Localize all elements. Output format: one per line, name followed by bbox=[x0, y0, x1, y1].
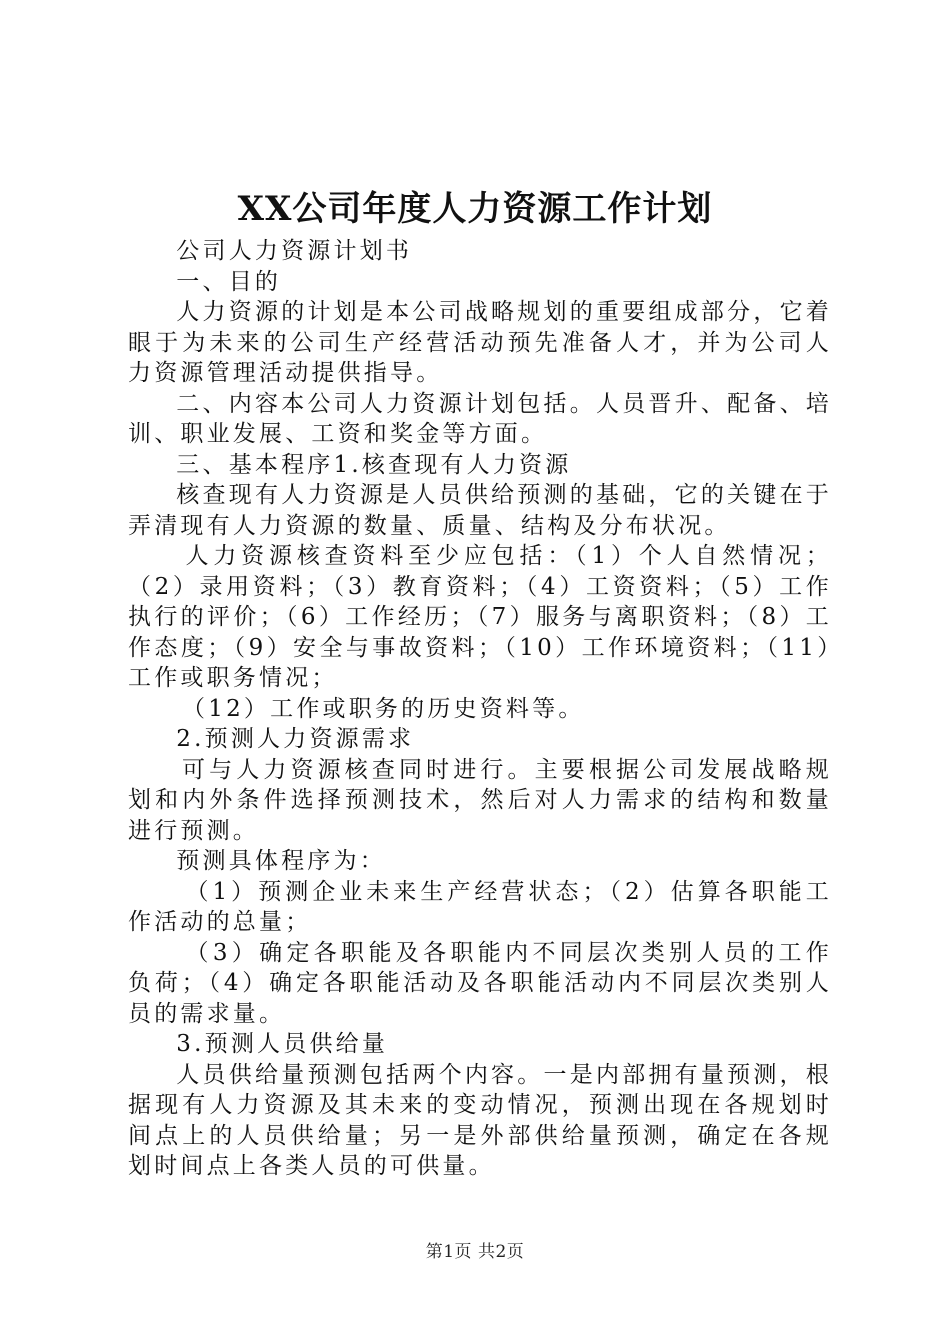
paragraph-procedure-steps-3-4: （3）确定各职能及各职能内不同层次类别人员的工作负荷；（4）确定各职能活动及各职能活动内不同层次类别人员的需求量。 bbox=[128, 939, 832, 1027]
paragraph-supply-text: 人员供给量预测包括两个内容。一是内部拥有量预测，根据现有人力资源及其未来的变动情况，预测出现在各规划时间点上的人员供给量；另一是外部供给量预测，确定在各规划时间点上各类人员的可供量。 bbox=[128, 1061, 832, 1179]
page-footer: 第1页 共2页 bbox=[425, 1242, 525, 1262]
paragraph-section-content: 二、内容本公司人力资源计划包括。人员晋升、配备、培训、职业发展、工资和奖金等方面。 bbox=[128, 390, 832, 447]
document-body bbox=[128, 236, 832, 1182]
paragraph-procedure-steps-1-2: （1）预测企业未来生产经营状态；（2）估算各职能工作活动的总量； bbox=[128, 878, 832, 935]
paragraph-purpose-text: 人力资源的计划是本公司战略规划的重要组成部分，它着眼于为未来的公司生产经营活动预先准备人才，并为公司人力资源管理活动提供指导。 bbox=[128, 299, 832, 386]
paragraph-demand-text: 可与人力资源核查同时进行。主要根据公司发展战略规划和内外条件选择预测技术，然后对人力需求的结构和数量进行预测。 bbox=[128, 756, 832, 844]
paragraph-plan-heading: 公司人力资源计划书 bbox=[176, 238, 413, 264]
paragraph-section-procedure: 三、基本程序1.核查现有人力资源 bbox=[176, 451, 572, 478]
paragraph-procedure-intro: 预测具体程序为： bbox=[176, 848, 386, 874]
paragraph-review-text: 核查现有人力资源是人员供给预测的基础，它的关键在于弄清现有人力资源的数量、质量、结构及分布状况。 bbox=[128, 482, 832, 539]
paragraph-review-items-end: （12）工作或职务的历史资料等。 bbox=[182, 695, 585, 722]
paragraph-step-3-heading: 3.预测人员供给量 bbox=[176, 1031, 389, 1057]
paragraph-step-2-heading: 2.预测人力资源需求 bbox=[176, 726, 415, 752]
document-title: XX公司年度人力资源工作计划 bbox=[237, 189, 713, 229]
paragraph-section-purpose: 一、目的 bbox=[176, 268, 282, 295]
paragraph-review-items: 人力资源核查资料至少应包括：（1）个人自然情况；（2）录用资料；（3）教育资料；（4）工资资料；（5）工作执行的评价；（6）工作经历；（7）服务与离职资料；（8）工作态度；（9）安全与事故资料；（10）工作环境资料；（11）工作或职务情况； bbox=[128, 543, 832, 691]
